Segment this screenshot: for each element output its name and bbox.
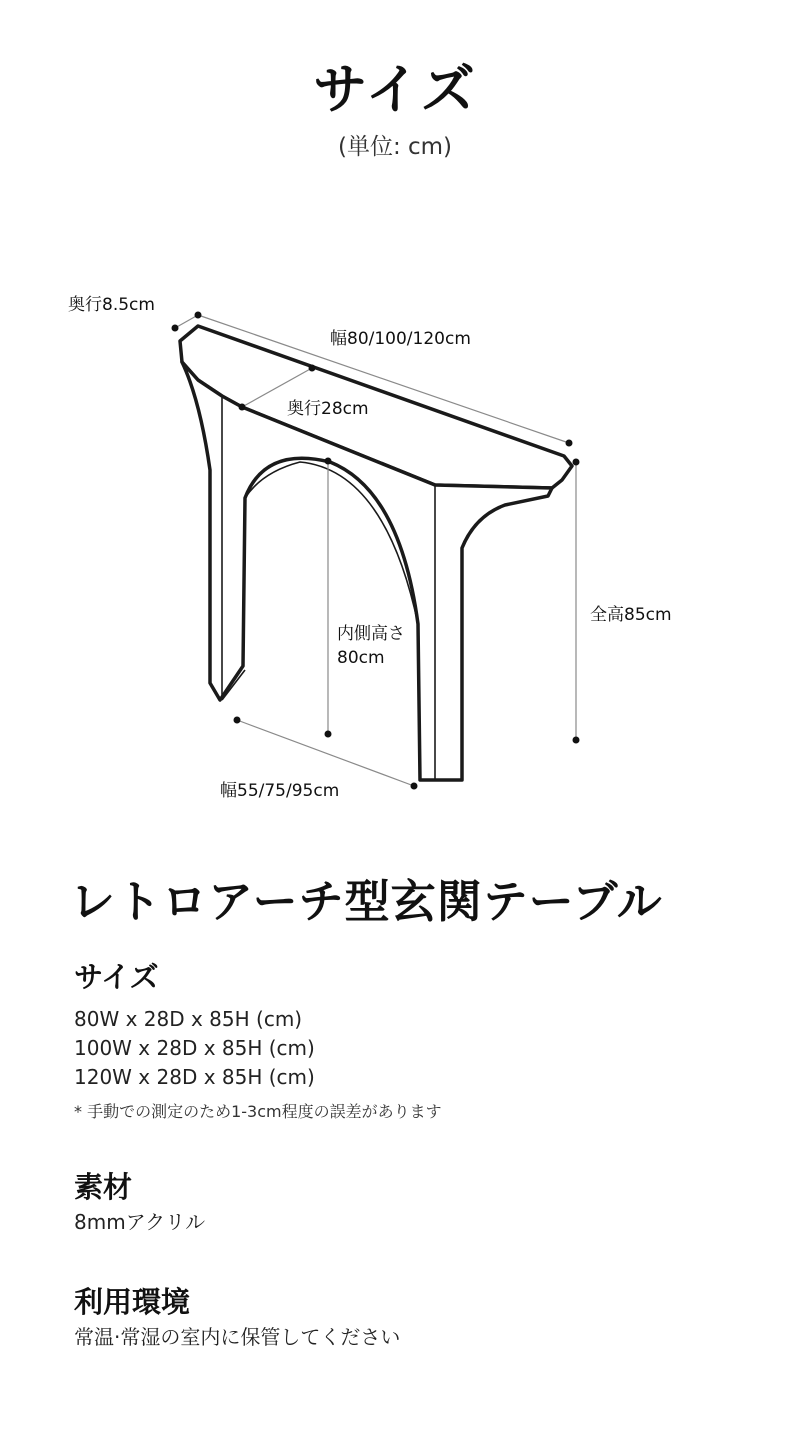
material-heading: 素材 — [74, 1170, 133, 1204]
base-width-line — [237, 720, 414, 786]
dim-dot — [325, 731, 332, 738]
base-width-label: 幅55/75/95cm — [220, 781, 340, 801]
product-name: レトロアーチ型玄関テーブル — [70, 875, 663, 928]
dim-dot — [573, 459, 580, 466]
depth-85-line — [175, 315, 198, 328]
dim-dot — [172, 325, 179, 332]
top-width-label: 幅80/100/120cm — [330, 329, 471, 349]
top-depth-label: 奥行8.5cm — [68, 295, 155, 315]
dim-dot — [239, 404, 246, 411]
inner-height-label-1: 内側高さ — [337, 624, 405, 644]
page-title: サイズ — [313, 58, 477, 121]
dim-dot — [234, 717, 241, 724]
total-height-label: 全高85cm — [590, 605, 672, 625]
environment-heading: 利用環境 — [74, 1285, 191, 1319]
dim-dot — [309, 365, 316, 372]
dim-dot — [325, 458, 332, 465]
dim-dot — [573, 737, 580, 744]
material-value: 8mmアクリル — [74, 1210, 206, 1234]
dim-dot — [566, 440, 573, 447]
size-line: 100W x 28D x 85H (cm) — [74, 1036, 315, 1060]
environment-value: 常温·常湿の室内に保管してください — [74, 1325, 401, 1349]
measurement-note: * 手動での測定のため1-3cm程度の誤差があります — [74, 1102, 442, 1121]
size-line: 80W x 28D x 85H (cm) — [74, 1007, 303, 1031]
body-depth-label: 奥行28cm — [287, 399, 369, 419]
inner-height-label-2: 80cm — [337, 648, 385, 668]
size-line: 120W x 28D x 85H (cm) — [74, 1065, 315, 1089]
size-heading: サイズ — [74, 960, 159, 994]
dim-dot — [195, 312, 202, 319]
unit-caption: (単位: cm) — [337, 134, 453, 160]
dim-dot — [411, 783, 418, 790]
